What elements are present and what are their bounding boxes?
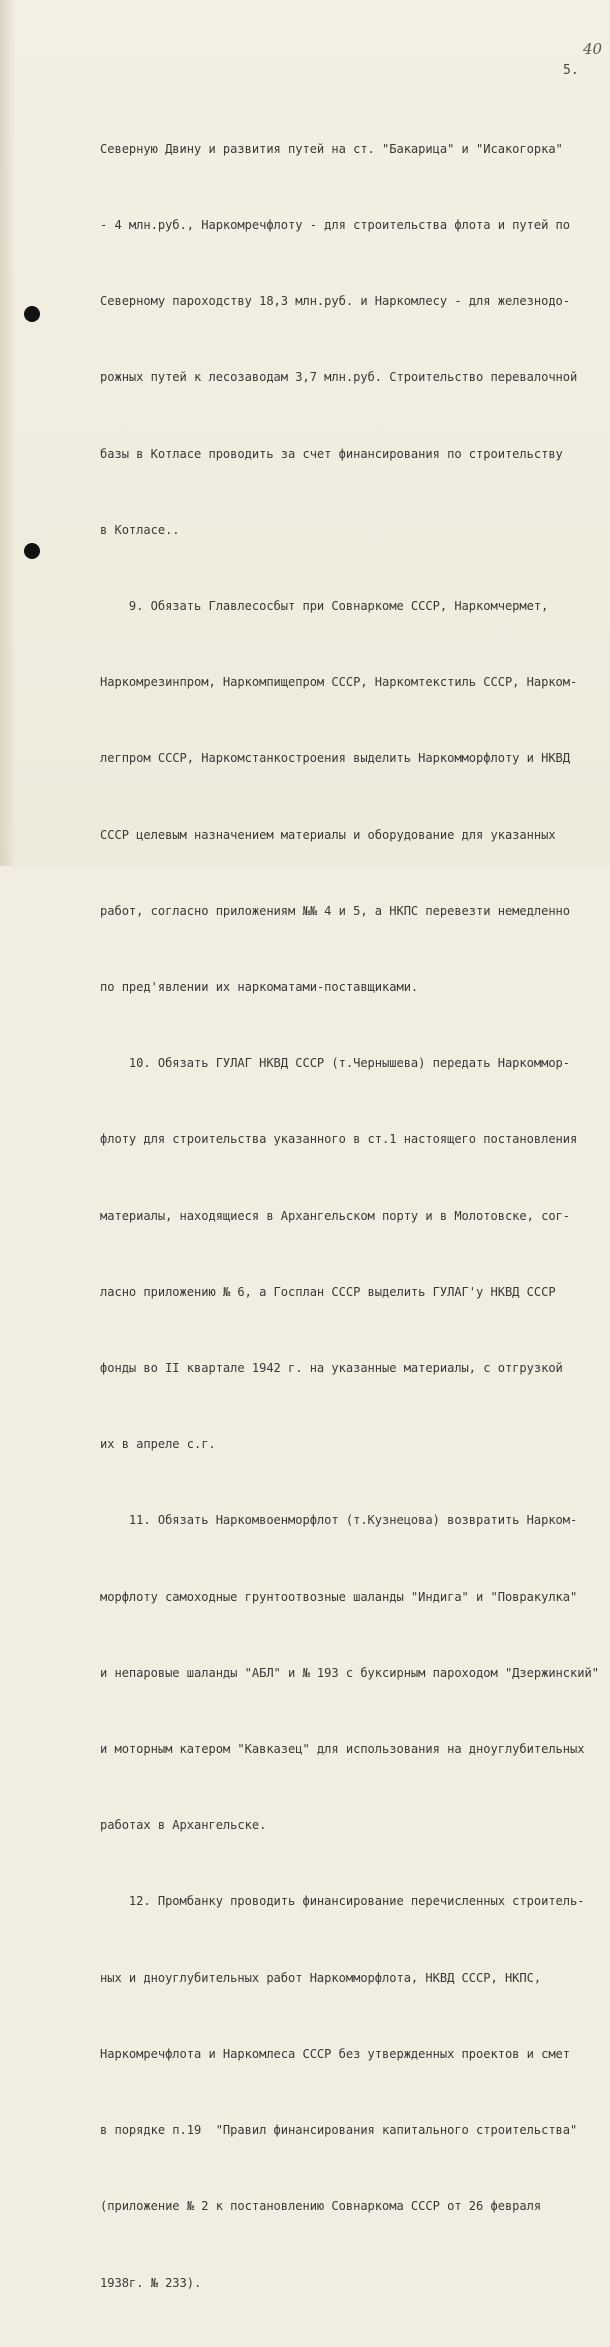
punch-hole xyxy=(24,306,40,322)
paragraph-11-start: 11. Обязать Наркомвоенморфлот (т.Кузнецова) возвратить Нарком- xyxy=(100,1513,578,1528)
text-line: рожных путей к лесозаводам 3,7 млн.руб. Строительство перевалочной xyxy=(100,370,578,385)
text-line: (приложение № 2 к постановлению Совнаркома СССР от 26 февраля xyxy=(100,2199,542,2214)
text-line: 1938г. № 233). xyxy=(100,2275,202,2290)
text-line: в Котласе.. xyxy=(100,522,180,537)
text-line: по пред'явлении их наркоматами-поставщиками. xyxy=(100,980,419,995)
text-line: в порядке п.19 "Правил финансирования капитального строительства" xyxy=(100,2123,578,2138)
text-line: работ, согласно приложениям №№ 4 и 5, а НКПС перевезти немедленно xyxy=(100,903,571,918)
text-line: легпром СССР, Наркомстанкостроения выделить Наркомморфлоту и НКВД xyxy=(100,751,571,766)
text-line: ласно приложению № 6, а Госплан СССР выделить ГУЛАГ'у НКВД СССР xyxy=(100,1284,556,1299)
text-line: фонды во II квартале 1942 г. на указанные материалы, с отгрузкой xyxy=(100,1361,563,1376)
text-line: флоту для строительства указанного в ст.1 настоящего постановления xyxy=(100,1132,578,1147)
paragraph-10-start: 10. Обязать ГУЛАГ НКВД СССР (т.Чернышева) передать Наркоммор- xyxy=(100,1056,571,1071)
text-line: и моторным катером "Кавказец" для использования на дноуглубительных xyxy=(100,1742,585,1757)
page-edge-shadow xyxy=(0,0,16,866)
text-line: - 4 млн.руб., Наркомречфлоту - для строительства флота и путей по xyxy=(100,218,571,233)
text-line: базы в Котласе проводить за счет финансирования по строительству xyxy=(100,446,563,461)
paragraph-9-start: 9. Обязать Главлесосбыт при Совнаркоме СССР, Наркомчермет, xyxy=(100,599,549,614)
paragraph-12-start: 12. Промбанку проводить финансирование перечисленных строитель- xyxy=(100,1894,585,1909)
text-line: СССР целевым назначением материалы и оборудование для указанных xyxy=(100,827,556,842)
archive-sheet-number: 40 xyxy=(583,40,603,58)
text-line: Северному пароходству 18,3 млн.руб. и Наркомлесу - для железнодо- xyxy=(100,294,571,309)
punch-hole xyxy=(24,543,40,559)
text-line: Наркомречфлота и Наркомлеса СССР без утвержденных проектов и смет xyxy=(100,2046,571,2061)
text-line: Северную Двину и развития путей на ст. "Бакарица" и "Исакогорка" xyxy=(100,141,563,156)
text-line: их в апреле с.г. xyxy=(100,1437,216,1452)
text-line: материалы, находящиеся в Архангельском порту и в Молотовске, сог- xyxy=(100,1208,571,1223)
text-line: работах в Архангельске. xyxy=(100,1818,267,1833)
text-line: Наркомрезинпром, Наркомпищепром СССР, Наркомтекстиль СССР, Нарком- xyxy=(100,675,578,690)
page-number: 5. xyxy=(563,63,579,78)
text-line: морфлоту самоходные грунтоотвозные шаланды "Индига" и "Повракулка" xyxy=(100,1589,578,1604)
text-line: ных и дноуглубительных работ Наркомморфлота, НКВД СССР, НКПС, xyxy=(100,1970,542,1985)
document-body xyxy=(100,86,610,2347)
text-line: и непаровые шаланды "АБЛ" и № 193 с буксирным пароходом "Дзержинский" xyxy=(100,1665,599,1680)
